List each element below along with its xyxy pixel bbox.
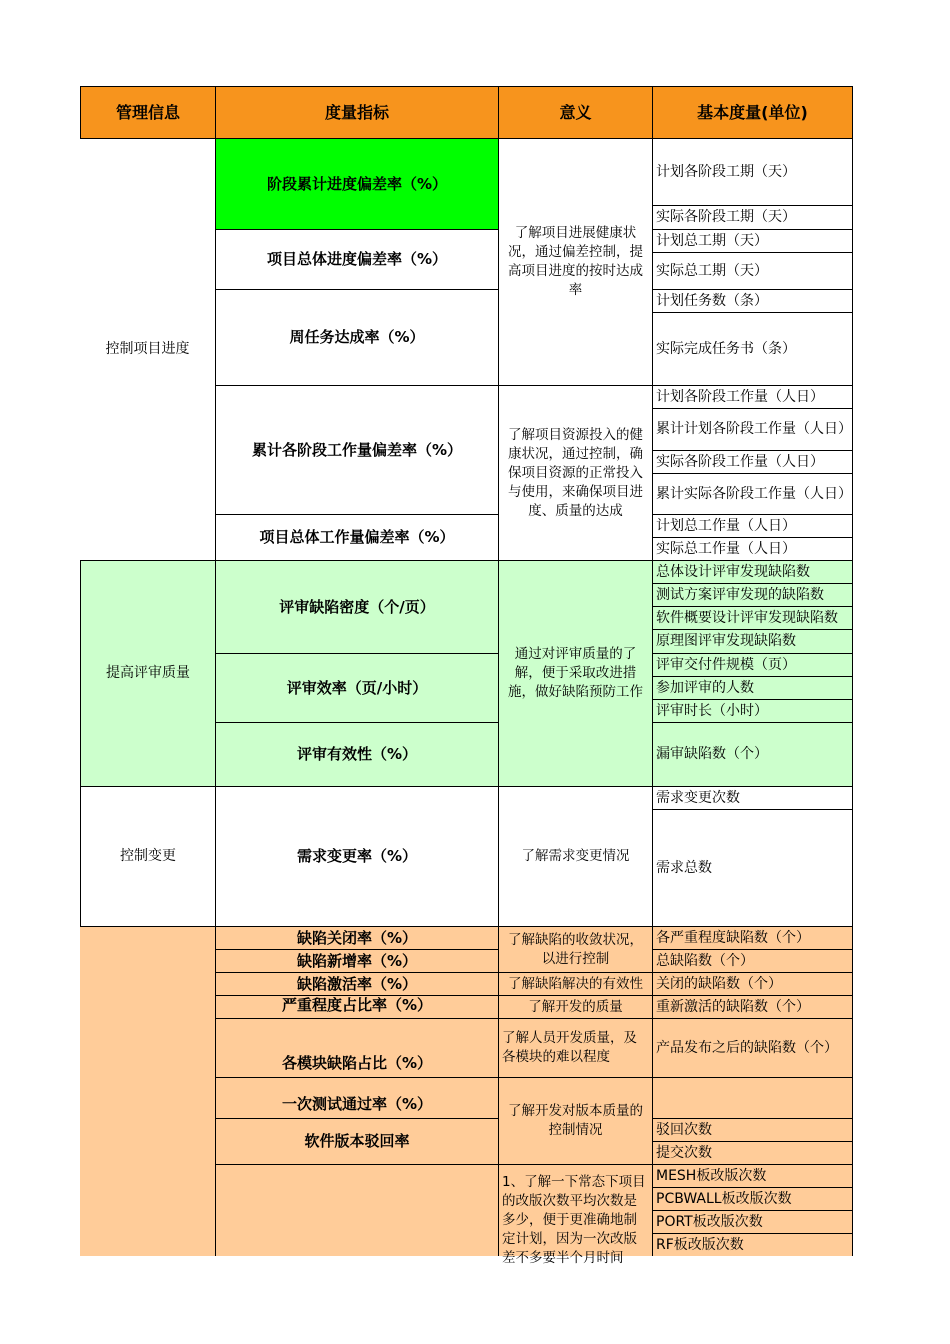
metric-defect-new-rate: 缺陷新增率（%） (215, 949, 499, 973)
base-overall-design-review-defects: 总体设计评审发现缺陷数 (652, 560, 853, 584)
metric-review-effectiveness: 评审有效性（%） (215, 722, 499, 787)
meaning-version-control: 了解开发对版本质量的控制情况 (498, 1077, 653, 1165)
metric-defect-reactivation-rate: 缺陷激活率（%） (215, 972, 499, 996)
metric-total-effort-deviation: 项目总体工作量偏差率（%） (215, 514, 499, 561)
category-progress: 控制项目进度 (80, 138, 216, 561)
meaning-revision-plan: 1、了解一下常态下项目的改版次数平均次数是多少，便于更准确地制定计划，因为一次改版差不多要半个月时间 (498, 1164, 653, 1256)
base-actual-stage-effort: 实际各阶段工作量（人日） (652, 450, 853, 474)
base-planned-stage-effort: 计划各阶段工作量（人日） (652, 385, 853, 409)
metric-defect-close-rate: 缺陷关闭率（%） (215, 926, 499, 950)
base-mesh-revisions: MESH板改版次数 (652, 1164, 853, 1188)
header-management-info: 管理信息 (80, 86, 216, 139)
base-cumulative-planned-stage-effort: 累计计划各阶段工作量（人日） (652, 408, 853, 451)
meaning-requirement-change: 了解需求变更情况 (498, 786, 653, 927)
base-rejection-count: 驳回次数 (652, 1118, 853, 1142)
base-requirement-change-count: 需求变更次数 (652, 786, 853, 810)
base-review-duration: 评审时长（小时） (652, 699, 853, 723)
base-planned-stage-duration: 计划各阶段工期（天） (652, 138, 853, 206)
category-change: 控制变更 (80, 786, 216, 927)
meaning-defect-convergence: 了解缺陷的收敛状况，以进行控制 (498, 926, 653, 973)
meaning-dev-quality: 了解开发的质量 (498, 995, 653, 1019)
base-rf-revisions: RF板改版次数 (652, 1233, 853, 1256)
category-defect (80, 926, 216, 1256)
meaning-resource-health: 了解项目资源投入的健康状况，通过控制，确保项目资源的正常投入与使用，来确保项目进度、质量的达成 (498, 385, 653, 561)
metric-weekly-task-rate: 周任务达成率（%） (215, 289, 499, 386)
base-port-revisions: PORT板改版次数 (652, 1210, 853, 1234)
metric-total-schedule-deviation: 项目总体进度偏差率（%） (215, 229, 499, 290)
base-review-participants: 参加评审的人数 (652, 676, 853, 700)
header-base-measure: 基本度量(单位) (652, 86, 853, 139)
metric-requirement-change-rate: 需求变更率（%） (215, 786, 499, 927)
base-planned-tasks: 计划任务数（条） (652, 289, 853, 313)
base-severity-defects: 各严重程度缺陷数（个） (652, 926, 853, 950)
meaning-review-quality: 通过对评审质量的了解，便于采取改进措施，做好缺陷预防工作 (498, 560, 653, 787)
metric-review-efficiency: 评审效率（页/小时） (215, 653, 499, 723)
metric-severity-ratio: 严重程度占比率（%） (215, 995, 499, 1019)
header-meaning: 意义 (498, 86, 653, 139)
base-total-defects: 总缺陷数（个） (652, 949, 853, 973)
base-actual-total-duration: 实际总工期（天） (652, 252, 853, 290)
base-closed-defects: 关闭的缺陷数（个） (652, 972, 853, 996)
base-completed-tasks: 实际完成任务书（条） (652, 312, 853, 386)
base-pcbwall-revisions: PCBWALL板改版次数 (652, 1187, 853, 1211)
base-sw-outline-design-review-defects: 软件概要设计评审发现缺陷数 (652, 606, 853, 630)
base-missed-review-defects: 漏审缺陷数（个） (652, 722, 853, 787)
metric-module-defect-ratio: 各模块缺陷占比（%） (215, 1018, 499, 1078)
base-cumulative-actual-stage-effort: 累计实际各阶段工作量（人日） (652, 473, 853, 515)
base-submission-count: 提交次数 (652, 1141, 853, 1165)
base-actual-total-effort: 实际总工作量（人日） (652, 537, 853, 561)
base-review-deliverable-size: 评审交付件规模（页） (652, 653, 853, 677)
meaning-progress-health: 了解项目进展健康状况，通过偏差控制，提高项目进度的按时达成率 (498, 138, 653, 386)
meaning-personnel-quality: 了解人员开发质量，及各模块的难以程度 (498, 1018, 653, 1078)
base-actual-stage-duration: 实际各阶段工期（天） (652, 205, 853, 230)
category-review: 提高评审质量 (80, 560, 216, 787)
base-total-requirements: 需求总数 (652, 809, 853, 927)
base-post-release-defects: 产品发布之后的缺陷数（个） (652, 1018, 853, 1078)
metric-stage-schedule-deviation: 阶段累计进度偏差率（%） (215, 138, 499, 230)
meaning-defect-resolution: 了解缺陷解决的有效性 (498, 972, 653, 996)
metric-review-defect-density: 评审缺陷密度（个/页） (215, 560, 499, 654)
base-planned-total-duration: 计划总工期（天） (652, 229, 853, 253)
metric-version-rejection-rate: 软件版本驳回率 (215, 1118, 499, 1165)
base-schematic-review-defects: 原理图评审发现缺陷数 (652, 629, 853, 654)
metric-stage-effort-deviation: 累计各阶段工作量偏差率（%） (215, 385, 499, 515)
metric-first-pass-rate: 一次测试通过率（%） (215, 1077, 499, 1119)
metric-revision-count-cell (215, 1164, 499, 1256)
base-reactivated-defects: 重新激活的缺陷数（个） (652, 995, 853, 1019)
base-empty-cell (652, 1077, 853, 1119)
base-test-plan-review-defects: 测试方案评审发现的缺陷数 (652, 583, 853, 607)
header-metric: 度量指标 (215, 86, 499, 139)
base-planned-total-effort: 计划总工作量（人日） (652, 514, 853, 538)
